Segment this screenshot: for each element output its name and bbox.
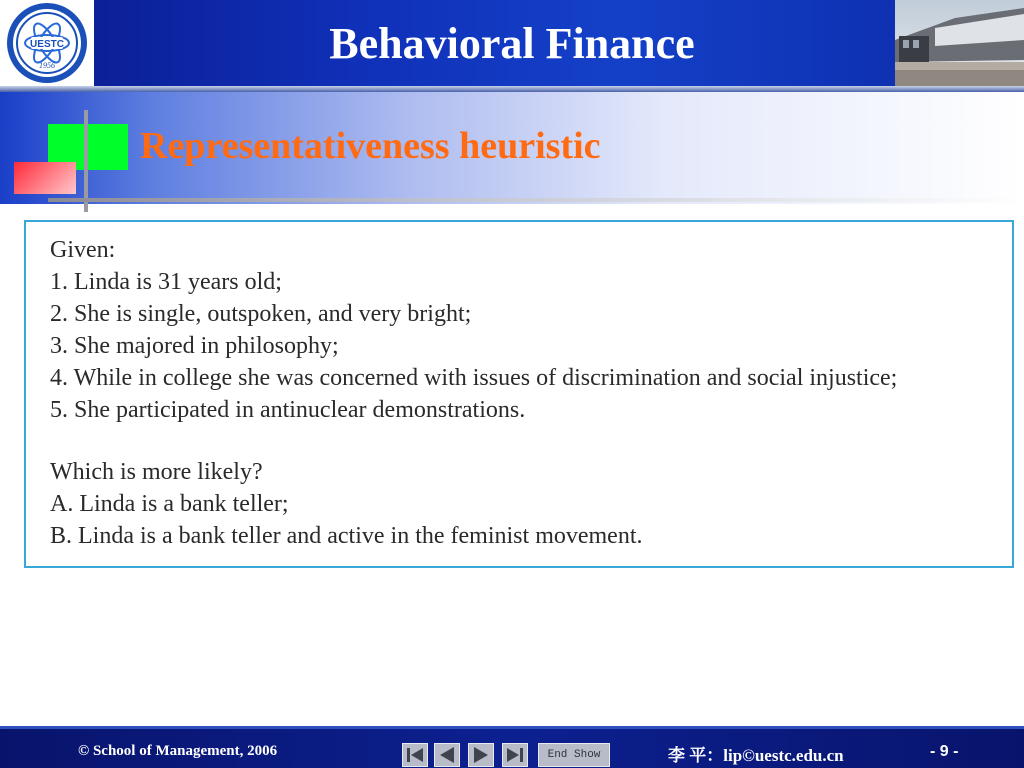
next-slide-icon: [469, 744, 493, 766]
given-item-5: 5. She participated in antinuclear demonstrations.: [50, 397, 526, 423]
campus-building-image-icon: [895, 0, 1024, 86]
end-show-button[interactable]: End Show: [538, 743, 610, 767]
previous-slide-button[interactable]: [434, 743, 460, 767]
given-item-1: 1. Linda is 31 years old;: [50, 269, 282, 295]
footer-bar: [0, 726, 1024, 768]
svg-text:1956: 1956: [39, 61, 55, 70]
last-slide-button[interactable]: [502, 743, 528, 767]
given-item-4: 4. While in college she was concerned with issues of discrimination and social injustice;: [50, 365, 898, 391]
previous-slide-icon: [435, 744, 459, 766]
slide-title: Representativeness heuristic: [140, 125, 601, 167]
page-number: - 9 -: [930, 743, 959, 760]
decorative-vertical-line: [84, 110, 88, 212]
first-slide-icon: [403, 744, 427, 766]
svg-text:UESTC: UESTC: [30, 39, 64, 50]
decorative-red-square: [14, 162, 76, 194]
footer-copyright: © School of Management, 2006: [78, 743, 278, 759]
option-b: B. Linda is a bank teller and active in the feminist movement.: [50, 523, 643, 549]
last-slide-icon: [503, 744, 527, 766]
app-title: Behavioral Finance: [329, 19, 695, 68]
given-heading: Given:: [50, 237, 116, 263]
next-slide-button[interactable]: [468, 743, 494, 767]
content-text: [50, 234, 1000, 552]
option-a: A. Linda is a bank teller;: [50, 491, 289, 517]
first-slide-button[interactable]: [402, 743, 428, 767]
given-item-2: 2. She is single, outspoken, and very bright;: [50, 301, 472, 327]
question-text: Which is more likely?: [50, 459, 263, 485]
decorative-horizontal-line: [48, 198, 1024, 202]
content-box: [24, 220, 1014, 568]
footer-author-email: 李 平：lip©uestc.edu.cn: [668, 746, 844, 765]
given-item-3: 3. She majored in philosophy;: [50, 333, 339, 359]
spacer: [50, 426, 1000, 456]
